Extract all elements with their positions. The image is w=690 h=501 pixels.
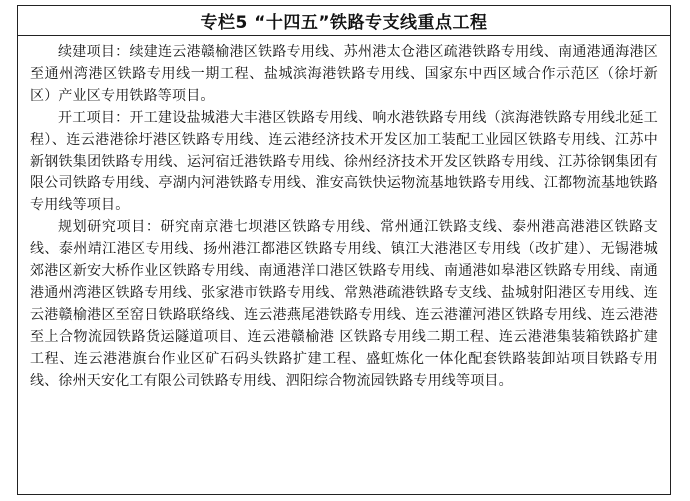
planning-research-projects-paragraph: 规划研究项目：研究南京港七坝港区铁路专用线、常州通江铁路支线、泰州港高港港区铁路支线、泰州靖江港区专用线、扬州港江都港区铁路专用线、镇江大港港区专用线（改扩建）、无锡港城郊港区新安大桥作业区铁路专用线、南通港洋口港区铁路专用线、南通港如皋港区铁路专用线、南通港通州湾港区铁路专用线、张家港市铁路专用线、常熟港疏港铁路专支线、盐城射阳港区专用线、连云港赣榆港区至窑日铁路联络线、连云港燕尾港铁路专用线、连云港灌河港区铁路专用线、连云港港至上合物流园铁路货运隧道项目、连云港赣榆港 区铁路专用线二期工程、连云港港集装箱铁路扩建工程、连云港港旗台作业区矿石码头铁路扩建工程、盛虹炼化一体化配套铁路装卸站项目铁路专用线、徐州天安化工有限公司铁路专用线、泗阳综合物流园铁路专用线等项目。 (30, 219, 658, 389)
continuing-projects-paragraph: 续建项目：续建连云港赣榆港区铁路专用线、苏州港太仓港区疏港铁路专用线、南通港通海港区至通州湾港区铁路专用线一期工程、盐城滨海港铁路专用线、国家东中西区域合作示范区（徐圩新区）产业区专用铁路等项目。 (30, 44, 658, 104)
box-content (18, 36, 670, 393)
box-title: 专栏5 “十四五”铁路专支线重点工程 (200, 13, 488, 33)
title-bar (18, 6, 670, 36)
project-box (17, 5, 671, 495)
new-start-projects-paragraph: 开工项目：开工建设盐城港大丰港区铁路专用线、响水港铁路专用线（滨海港铁路专用线北延工程）、连云港港徐圩港区铁路专用线、连云港经济技术开发区加工装配工业园区铁路专用线、江苏中新钢铁集团铁路专用线、运河宿迁港铁路专用线、徐州经济技术开发区铁路专用线、江苏徐钢集团有限公司铁路专用线、亭湖内河港铁路专用线、淮安高铁快运物流基地铁路专用线、江都物流基地铁路专用线等项目。 (30, 109, 658, 214)
